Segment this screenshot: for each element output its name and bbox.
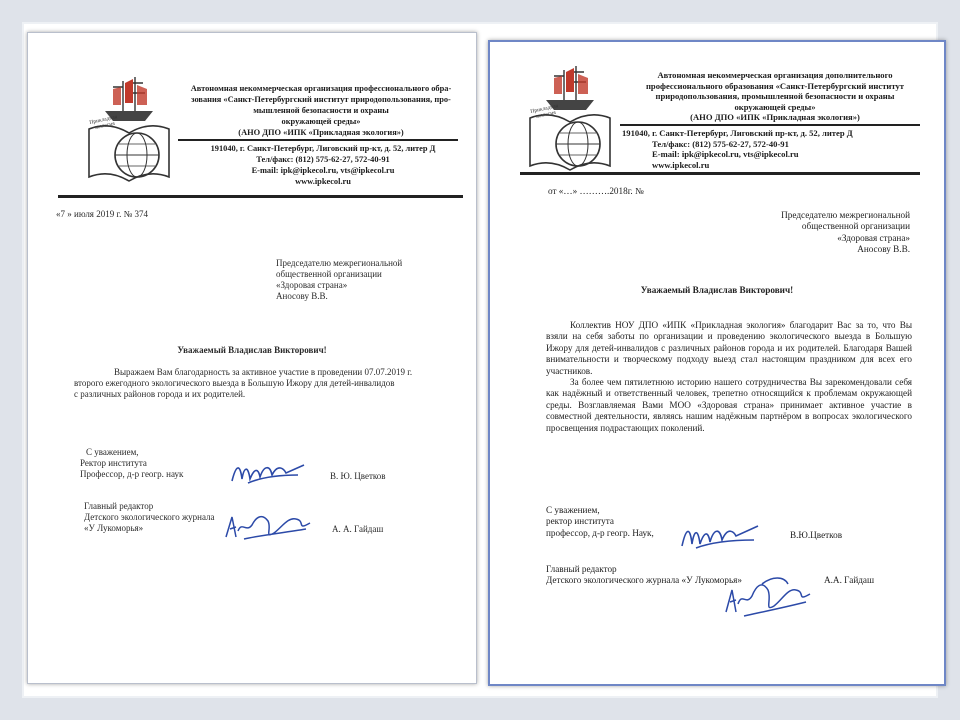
letter-left — [27, 32, 477, 684]
date-line: от «…» ……….2018г. № — [548, 186, 644, 196]
body-line: второго ежегодного экологического выезда в Большую Ижору для детей-инвалидов — [74, 378, 395, 388]
recipient-line: Аносову В.В. — [276, 291, 328, 301]
org-logo — [524, 62, 616, 180]
body-line: с различных районов города и их родителей. — [74, 389, 246, 399]
logo-caption: Прикладная экология — [88, 114, 118, 132]
closing-line: Профессор, д-р геогр. наук — [80, 469, 184, 479]
editor-line: Главный редактор — [546, 564, 617, 574]
closing-line: С уважением, — [86, 447, 139, 457]
logo-caption: Прикладная экология — [529, 103, 559, 121]
recipient-block — [690, 210, 910, 256]
body-line: Выражаем Вам благодарность за активное участие в проведении 07.07.2019 г. — [114, 367, 413, 377]
signer-editor-name: А.А. Гайдаш — [824, 575, 875, 585]
signer-rector-name: В. Ю. Цветков — [330, 471, 386, 481]
recipient-line: Председателю межрегиональной — [276, 258, 403, 268]
signature-rector — [678, 520, 764, 554]
header-divider-bottom — [520, 172, 920, 175]
editor-line: «У Лукоморья» — [84, 523, 144, 533]
recipient-line: Аносову В.В. — [857, 244, 910, 255]
address-line: E-mail: ipk@ipkecol.ru, vts@ipkecol.ru — [652, 149, 799, 159]
ship-globe-logo-icon — [83, 73, 175, 191]
header-line: (АНО ДПО «ИПК «Прикладная экология») — [238, 128, 404, 137]
org-address — [188, 143, 458, 187]
address-line: 191040, г. Санкт-Петербург, Лиговский пр-кт, д. 52, литер Д — [210, 144, 436, 153]
closing-line: С уважением, — [546, 505, 600, 515]
header-line: мышленной безопасности и охраны — [253, 106, 389, 115]
signature-editor — [222, 507, 322, 547]
signature-editor — [722, 572, 822, 624]
header-line: (АНО ДПО «ИПК «Прикладная экология») — [690, 112, 860, 122]
header-divider-top — [620, 124, 920, 126]
recipient-line: общественной организации — [276, 269, 382, 279]
recipient-line: Председателю межрегиональной — [781, 210, 910, 220]
org-logo — [83, 73, 175, 191]
salutation: Уважаемый Владислав Викторович! — [177, 345, 327, 355]
closing-line: ректор института — [546, 516, 614, 527]
org-header — [620, 70, 930, 123]
address-line: 191040, г. Санкт-Петербург, Лиговский пр-кт, д. 52, литер Д — [622, 128, 853, 138]
header-divider-bottom — [58, 195, 463, 198]
address-line: Тел/факс: (812) 575-62-27, 572-40-91 — [652, 138, 789, 149]
header-line: окружающей среды» — [734, 101, 816, 112]
salutation: Уважаемый Владислав Викторович! — [640, 285, 794, 295]
address-line: E-mail: ipk@ipkecol.ru, vts@ipkecol.ru — [251, 166, 395, 175]
header-line: профессионального образования «Санкт-Петербургский институт — [645, 80, 905, 91]
body-paragraph: За более чем пятилетнюю историю нашего сотрудничества Вы зарекомендовали себя как надёжный и ответственный человек, трепетно относящийся к проблемам окружающей среды. Возглавляемая Вами МОО «Здоровая страна» принимает активное участие в совместной деятельности, являясь нашим надёжным партнёром в вопросах экологического просвещения подрастающих поколений. — [546, 377, 912, 433]
recipient-line: «Здоровая страна» — [837, 232, 910, 243]
date-line: «7 » июля 2019 г. № 374 — [56, 209, 148, 219]
signer-rector-name: В.Ю.Цветков — [790, 530, 843, 540]
ship-globe-logo-icon — [524, 62, 616, 180]
editor-line: Детского экологического журнала — [84, 512, 215, 522]
editor-line: Главный редактор — [84, 501, 154, 511]
header-line: Автономная некоммерческая организация дополнительного — [657, 70, 893, 80]
editor-line: Детского экологического журнала «У Лукоморья» — [546, 575, 742, 586]
recipient-block — [276, 258, 466, 302]
signer-editor-name: А. А. Гайдаш — [332, 524, 384, 534]
closing-line: профессор, д-р геогр. Наук, — [546, 527, 654, 538]
address-line: Тел/факс: (812) 575-62-27, 572-40-91 — [256, 155, 390, 164]
address-line: www.ipkecol.ru — [652, 159, 710, 170]
header-line: природопользования, промышленной безопасности и охраны — [655, 91, 895, 101]
closing-line: Ректор института — [80, 458, 147, 468]
header-line: Автономная некоммерческая организация профессионального обра- — [190, 84, 452, 93]
org-address — [622, 128, 922, 170]
header-divider-top — [178, 139, 458, 141]
recipient-line: общественной организации — [801, 221, 910, 232]
header-line: окружающей среды» — [281, 117, 361, 126]
header-line: зования «Санкт-Петербургский институт природопользования, про- — [191, 95, 451, 104]
body-paragraph: Коллектив НОУ ДПО «ИПК «Прикладная экология» благодарит Вас за то, что Вы взяли на себя заботы по организации и проведению экологического выезда в Большую Ижору для детей-инвалидов с различных районов города и их родителей. Благодаря Вашей внимательности и творческому подходу выезд стал настоящим праздником для всех его участников. — [546, 320, 912, 376]
recipient-line: «Здоровая страна» — [276, 280, 348, 290]
letter-body — [546, 320, 912, 434]
letter-right — [488, 40, 946, 686]
org-header — [176, 83, 466, 138]
letter-body — [74, 367, 469, 400]
address-line: www.ipkecol.ru — [295, 177, 351, 186]
signature-rector — [228, 459, 308, 489]
